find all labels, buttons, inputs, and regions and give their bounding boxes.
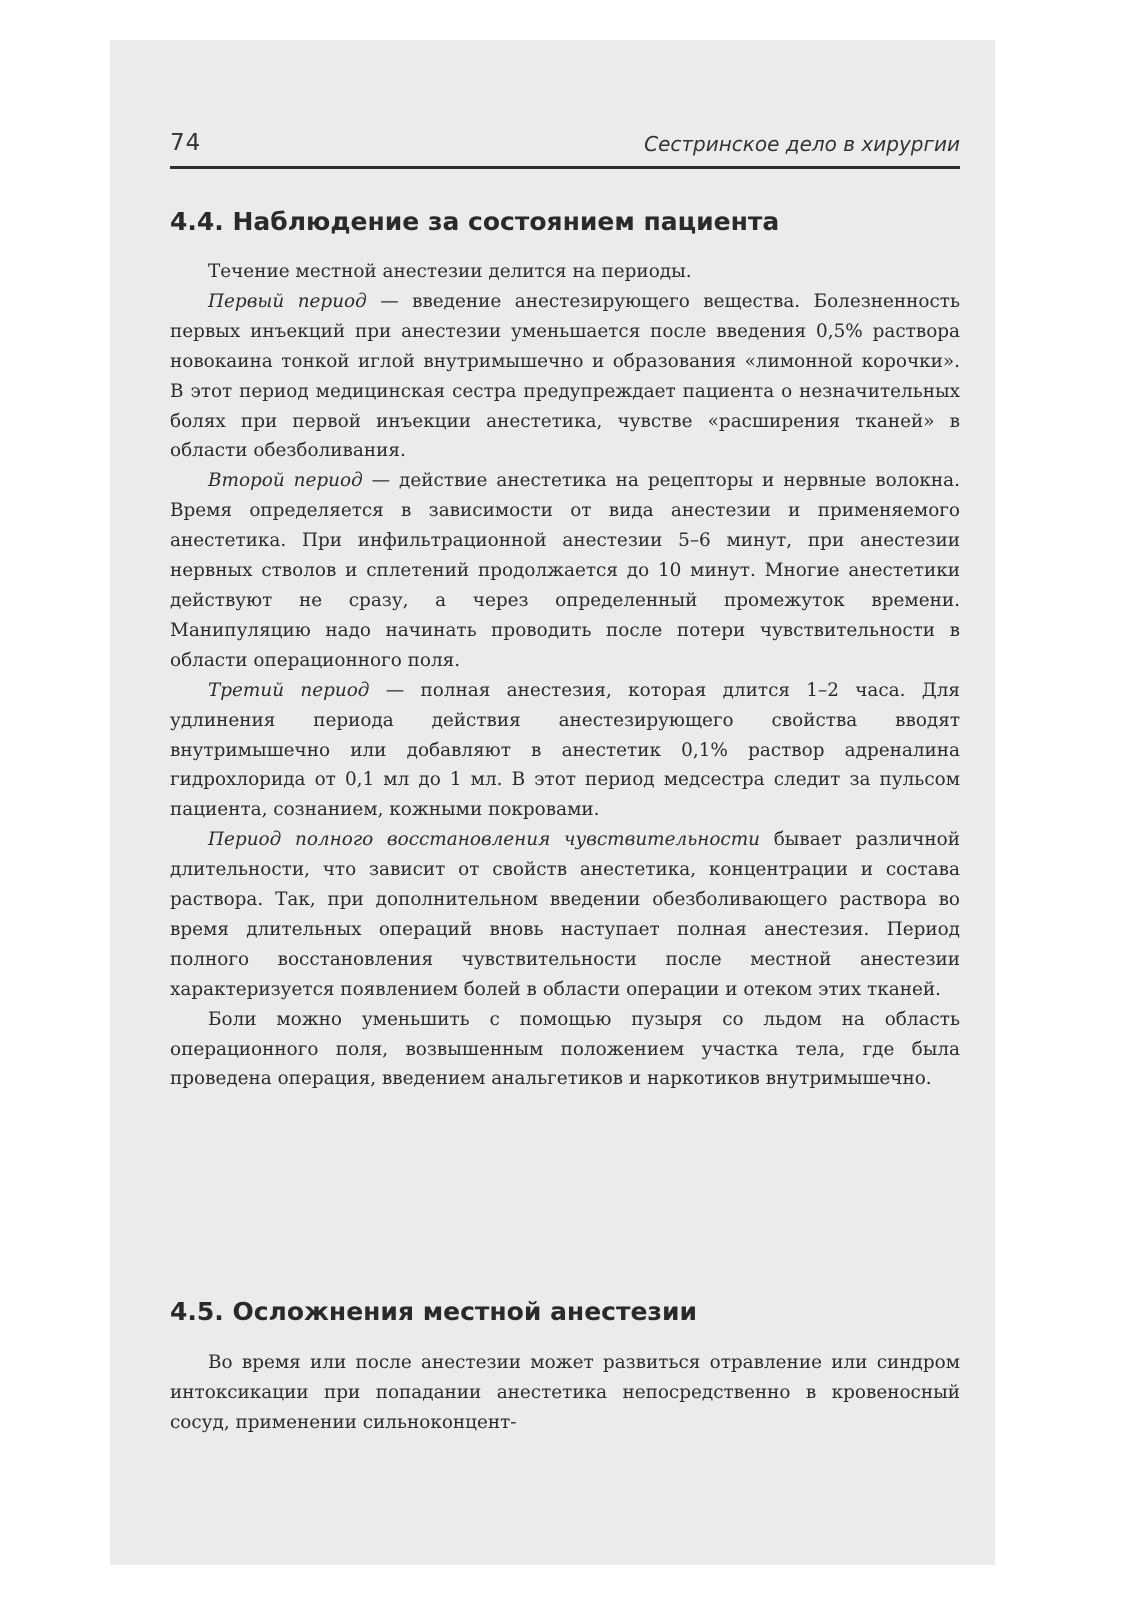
paragraph-text: — введение анестезирующего вещества. Болезненность первых инъекций при анестезии уменьшается после введения 0,5% раствора новокаина тонкой иглой внутримышечно и образования «лимонной корочки». В этот период медицинская сестра предупреждает пациента о незначительных болях при первой инъекции анестетика, чувстве «расширения тканей» в области обезболивания.	[170, 290, 960, 462]
section-body-4-4	[170, 257, 960, 1094]
paragraph	[170, 287, 960, 466]
paragraph-text: бывает различной длительности, что зависит от свойств анестетика, концентрации и состава раствора. Так, при дополнительном введении обезболивающего раствора во время длительных операций вновь наступает полная анестезия. Период полного восстановления чувствительности после местной анестезии характеризуется появлением болей в области операции и отеком этих тканей.	[170, 829, 961, 1000]
paragraph-lead: Первый период	[208, 290, 367, 312]
paragraph	[170, 676, 960, 826]
paragraph-lead: Второй период	[208, 470, 363, 492]
page-number: 74	[170, 130, 202, 156]
section-title-4-5: 4.5. Осложнения местной анестезии	[170, 1297, 697, 1326]
paragraph-lead: Период полного восстановления чувствительности	[208, 829, 760, 851]
paragraph	[170, 1005, 960, 1095]
paragraph	[170, 466, 960, 675]
paragraph-text: — действие анестетика на рецепторы и нервные волокна. Время определяется в зависимости от вида анестезии и применяемого анестетика. При инфильтрационной анестезии 5–6 минут, при анестезии нервных стволов и сплетений продолжается до 10 минут. Многие анестетики действуют не сразу, а через определенный промежуток времени. Манипуляцию надо начинать проводить после потери чувствительности в области операционного поля.	[170, 470, 960, 671]
running-title: Сестринское дело в хирургии	[644, 132, 960, 156]
paragraph-text: Во время или после анестезии может развиться отравление или синдром интоксикации при попадании анестетика непосредственно в кровеносный сосуд, применении сильноконцент-	[170, 1352, 960, 1433]
book-page	[110, 40, 995, 1565]
paragraph	[170, 257, 960, 287]
paragraph-lead: Третий период	[208, 679, 370, 701]
paragraph	[170, 1348, 960, 1438]
paragraph-text: Течение местной анестезии делится на периоды.	[208, 261, 692, 282]
section-title-4-4: 4.4. Наблюдение за состоянием пациента	[170, 207, 780, 236]
page-header	[170, 126, 960, 169]
paragraph-text: — полная анестезия, которая длится 1–2 часа. Для удлинения периода действия анестезирующего свойства вводят внутримышечно или добавляют в анестетик 0,1% раствор адреналина гидрохлорида от 0,1 мл до 1 мл. В этот период медсестра следит за пульсом пациента, сознанием, кожными покровами.	[170, 679, 961, 821]
paragraph	[170, 825, 960, 1004]
paragraph-text: Боли можно уменьшить с помощью пузыря со льдом на область операционного поля, возвышенным положением участка тела, где была проведена операция, введением анальгетиков и наркотиков внутримышечно.	[170, 1008, 960, 1090]
section-body-4-5	[170, 1348, 960, 1438]
